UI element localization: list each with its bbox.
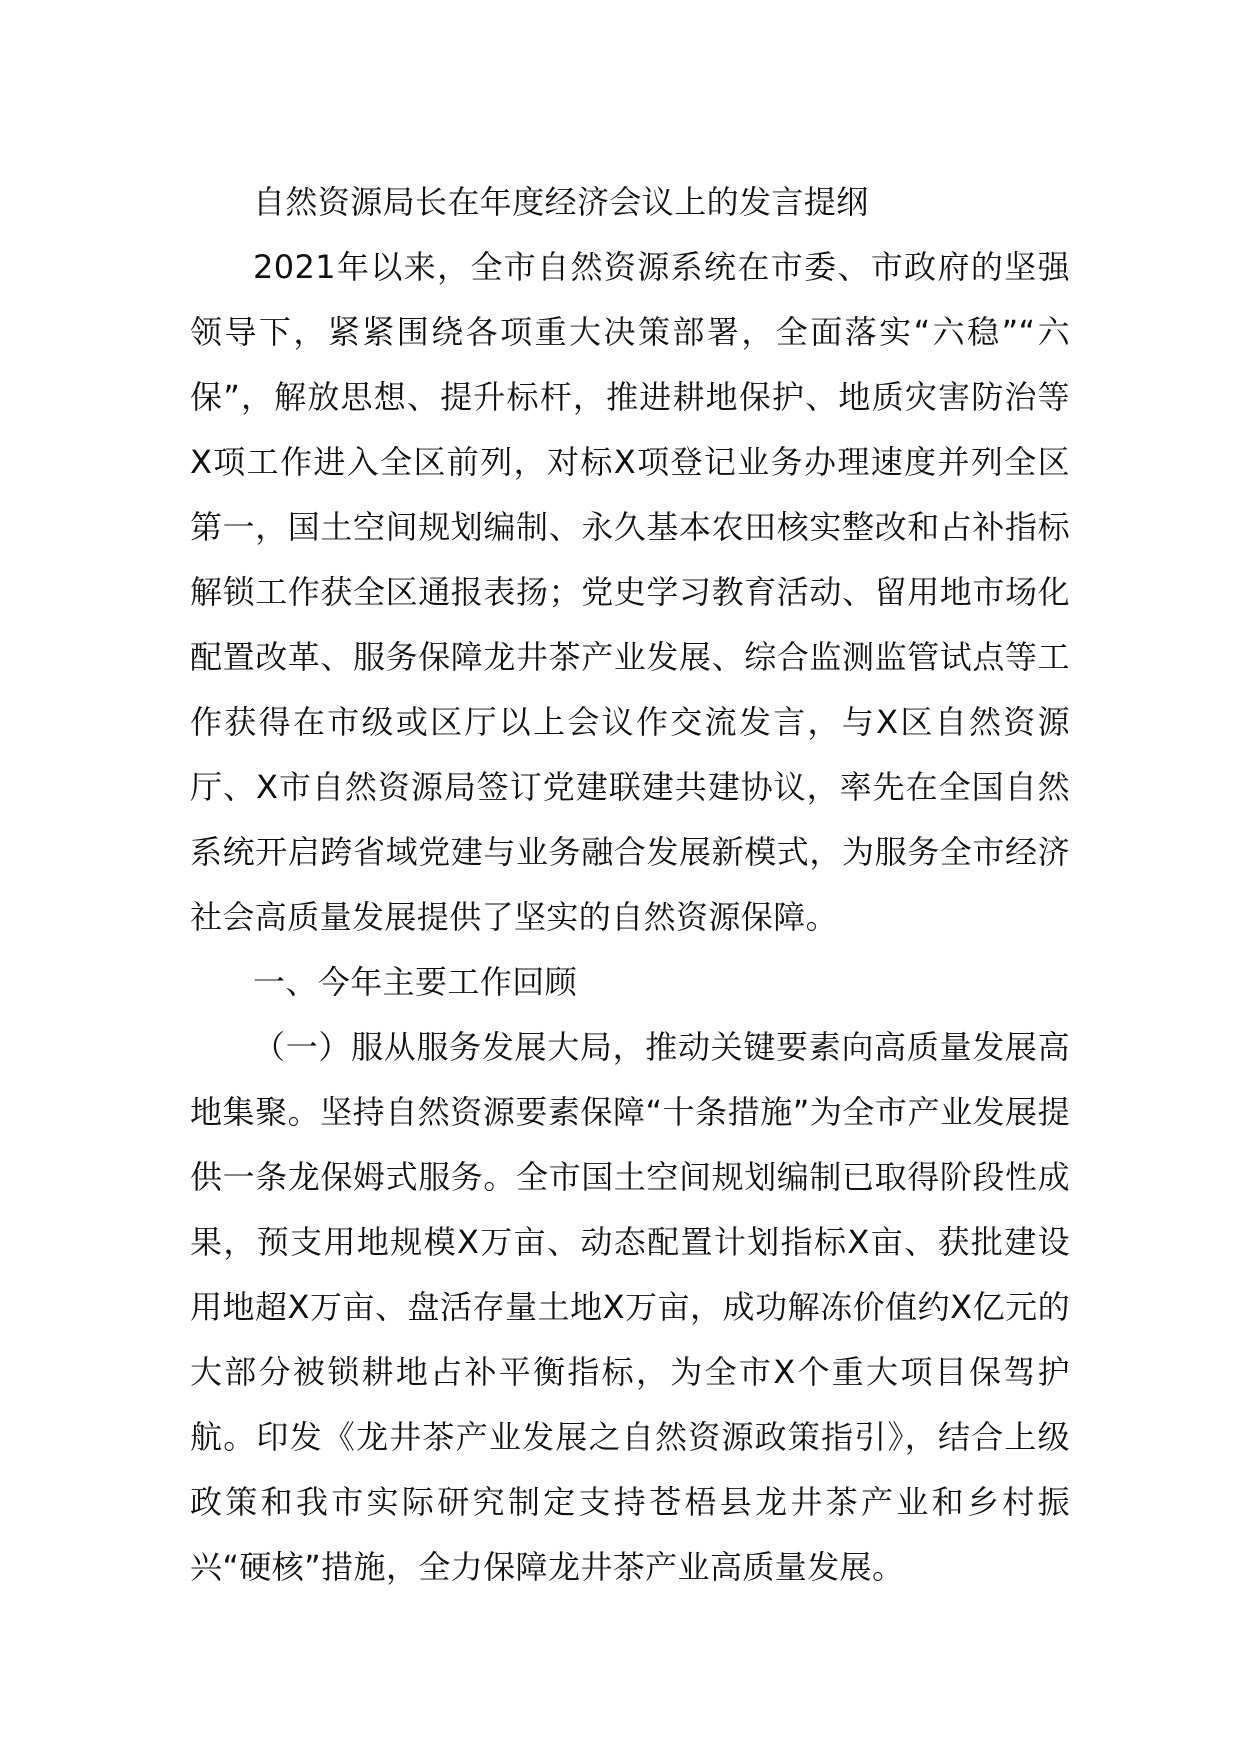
- document-body: [190, 170, 1070, 1600]
- section-heading: 一、今年主要工作回顾: [253, 963, 578, 1001]
- intro-paragraph: 2021年以来，全市自然资源系统在市委、市政府的坚强领导下，紧紧围绕各项重大决策部署，全面落实“六稳”“六保”，解放思想、提升标杆，推进耕地保护、地质灾害防治等X项工作进入全区前列，对标X项登记业务办理速度并列全区第一，国土空间规划编制、永久基本农田核实整改和占补指标解锁工作获全区通报表扬；党史学习教育活动、留用地市场化配置改革、服务保障龙井茶产业发展、综合监测监管试点等工作获得在市级或区厅以上会议作交流发言，与X区自然资源厅、X市自然资源局签订党建联建共建协议，率先在全国自然系统开启跨省域党建与业务融合发展新模式，为服务全市经济社会高质量发展提供了坚实的自然资源保障。: [190, 248, 1070, 936]
- document-title: 自然资源局长在年度经济会议上的发言提纲: [253, 183, 869, 221]
- section-paragraph: （一）服从服务发展大局，推动关键要素向高质量发展高地集聚。坚持自然资源要素保障“十条措施”为全市产业发展提供一条龙保姆式服务。全市国土空间规划编制已取得阶段性成果，预支用地规模X万亩、动态配置计划指标X亩、获批建设用地超X万亩、盘活存量土地X万亩，成功解冻价值约X亿元的大部分被锁耕地占补平衡指标，为全市X个重大项目保驾护航。印发《龙井茶产业发展之自然资源政策指引》，结合上级政策和我市实际研究制定支持苍梧县龙井茶产业和乡村振兴“硬核”措施，全力保障龙井茶产业高质量发展。: [190, 1028, 1070, 1586]
